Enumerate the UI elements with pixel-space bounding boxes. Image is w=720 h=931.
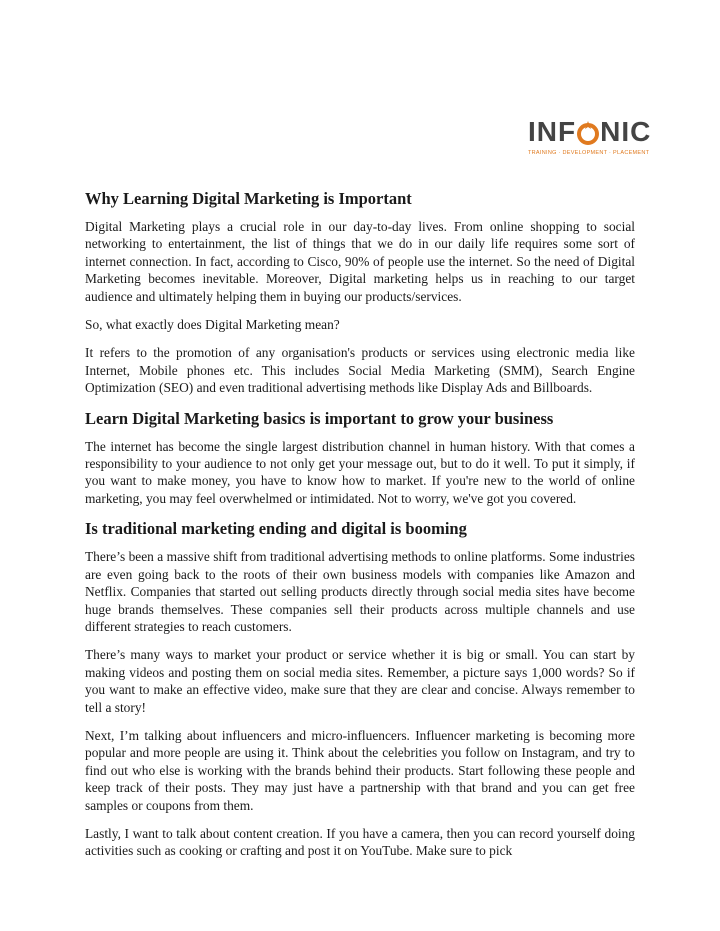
infonic-logo (528, 116, 652, 162)
section-heading: Why Learning Digital Marketing is Important (85, 189, 412, 208)
paragraph: It refers to the promotion of any organisation's products or services using electronic media like Internet, Mobile phones etc. This includes Social Media Marketing (SMM), Search Engine Optimization (SEO) and even traditional advertising methods like Display Ads and Billboards. (85, 345, 635, 396)
logo-text-end: NIC (600, 116, 652, 147)
paragraph: The internet has become the single largest distribution channel in human history. With that comes a responsibility to your audience to not only get your message out, but to do it well. To put it simply, if you want to make money, you have to know how to market. If you're new to the world of online marketing, you may feel overwhelmed or intimidated. Not to worry, we've got you covered. (85, 438, 635, 506)
paragraph: Next, I’m talking about influencers and micro-influencers. Influencer marketing is becoming more popular and more people are using it. Think about the celebrities you follow on Instagram, and try to find out who else is working with the brands behind their products. Start following these people and keep track of their posts. They may just have a partnership with that brand and you can get free samples or coupons from them. (85, 727, 635, 813)
paragraph: There’s been a massive shift from traditional advertising methods to online platforms. Some industries are even going back to the roots of their own business models with companies like Amazon and Netflix. Companies that started out selling products directly through social media sites have become huge brands themselves. These companies sell their products across multiple channels and use different strategies to reach customers. (85, 549, 635, 634)
section-heading: Is traditional marketing ending and digital is booming (85, 519, 467, 539)
logo-o-mark-icon (577, 120, 599, 146)
logo-text-start: INF (528, 116, 577, 147)
logo-tagline: TRAINING · DEVELOPMENT · PLACEMENT (528, 150, 650, 156)
section-heading: Learn Digital Marketing basics is important to grow your business (85, 408, 554, 428)
paragraph: So, what exactly does Digital Marketing mean? (85, 317, 340, 333)
paragraph: Lastly, I want to talk about content creation. If you have a camera, then you can record yourself doing activities such as cooking or crafting and post it on YouTube. Make sure to pick (85, 825, 635, 859)
logo-wordmark (528, 116, 652, 147)
article-body (85, 188, 635, 871)
paragraph: Digital Marketing plays a crucial role in our day-to-day lives. From online shopping to social networking to entertainment, the list of things that we do in our daily life requires some sort of internet connection. In fact, according to Cisco, 90% of people use the internet. So the need of Digital Marketing becomes inevitable. Moreover, Digital marketing helps us in reaching to our target audience and ultimately helping them in buying our products/services. (85, 219, 635, 304)
paragraph: There’s many ways to market your product or service whether it is big or small. You can start by making videos and posting them on social media sites. Remember, a picture says 1,000 words? So if you want to make an effective video, make sure that they are clear and concise. Always remember to tell a story! (85, 647, 635, 715)
